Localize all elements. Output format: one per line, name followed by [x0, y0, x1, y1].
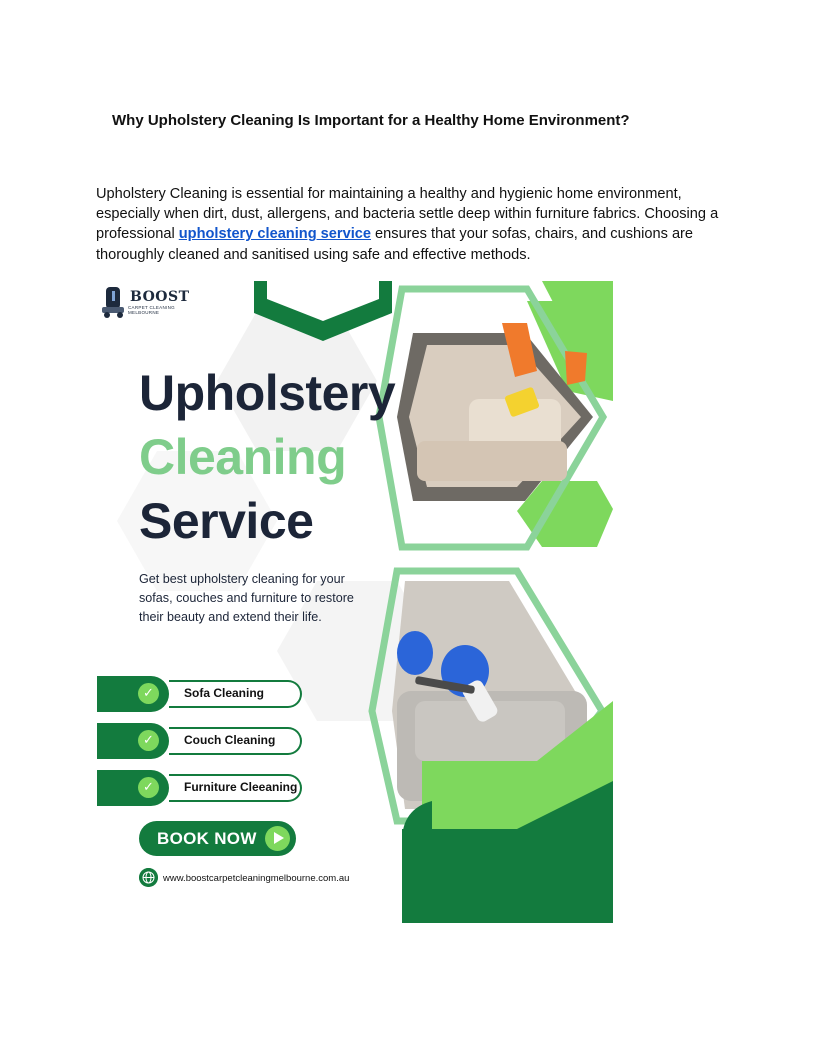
headline-line-2: Cleaning — [139, 429, 347, 485]
paragraph-text-start: Upholstery Cleaning is essential for maintaining a healthy and hygienic home environment, especially when dirt, dust, allergens, and bacteria settle deep within furniture fabrics. Choosing a professional — [96, 186, 719, 243]
upholstery-cleaning-service-link[interactable]: upholstery cleaning service — [178, 226, 371, 243]
paragraph-text-end: ensures that your sofas, chairs, and cushions are thoroughly cleaned and sanitised using safe and effective methods. — [96, 226, 694, 263]
feature-item-sofa — [97, 676, 303, 712]
feature-label: Furniture Cleeaning — [184, 780, 298, 794]
feature-label: Couch Cleaning — [184, 733, 276, 747]
book-now-label: BOOK NOW — [157, 829, 257, 848]
promo-flyer — [97, 281, 613, 923]
globe-icon — [139, 868, 158, 887]
check-icon: ✓ — [138, 683, 159, 704]
flyer-headline — [139, 361, 395, 553]
flyer-tagline: Get best upholstery cleaning for your sofas, couches and furniture to restore their beauty and extend their life. — [139, 572, 354, 624]
headline-line-1: Upholstery — [139, 365, 396, 421]
vacuum-logo-icon — [100, 283, 128, 319]
article-title: Why Upholstery Cleaning Is Important for a Healthy Home Environment? — [112, 112, 630, 129]
article-paragraph — [96, 184, 726, 265]
feature-item-couch — [97, 723, 303, 759]
boost-logo — [100, 283, 190, 323]
play-arrow-icon — [265, 826, 290, 851]
website-url: www.boostcarpetcleaningmelbourne.com.au — [163, 873, 350, 884]
book-now-button[interactable] — [139, 821, 296, 856]
headline-line-3: Service — [139, 493, 314, 549]
logo-name: BOOST — [130, 289, 190, 305]
feature-label: Sofa Cleaning — [184, 686, 265, 700]
logo-subtitle: CARPET CLEANING MELBOURNE — [128, 305, 175, 315]
check-icon: ✓ — [138, 730, 159, 751]
feature-item-furniture — [97, 770, 303, 806]
check-icon: ✓ — [138, 777, 159, 798]
